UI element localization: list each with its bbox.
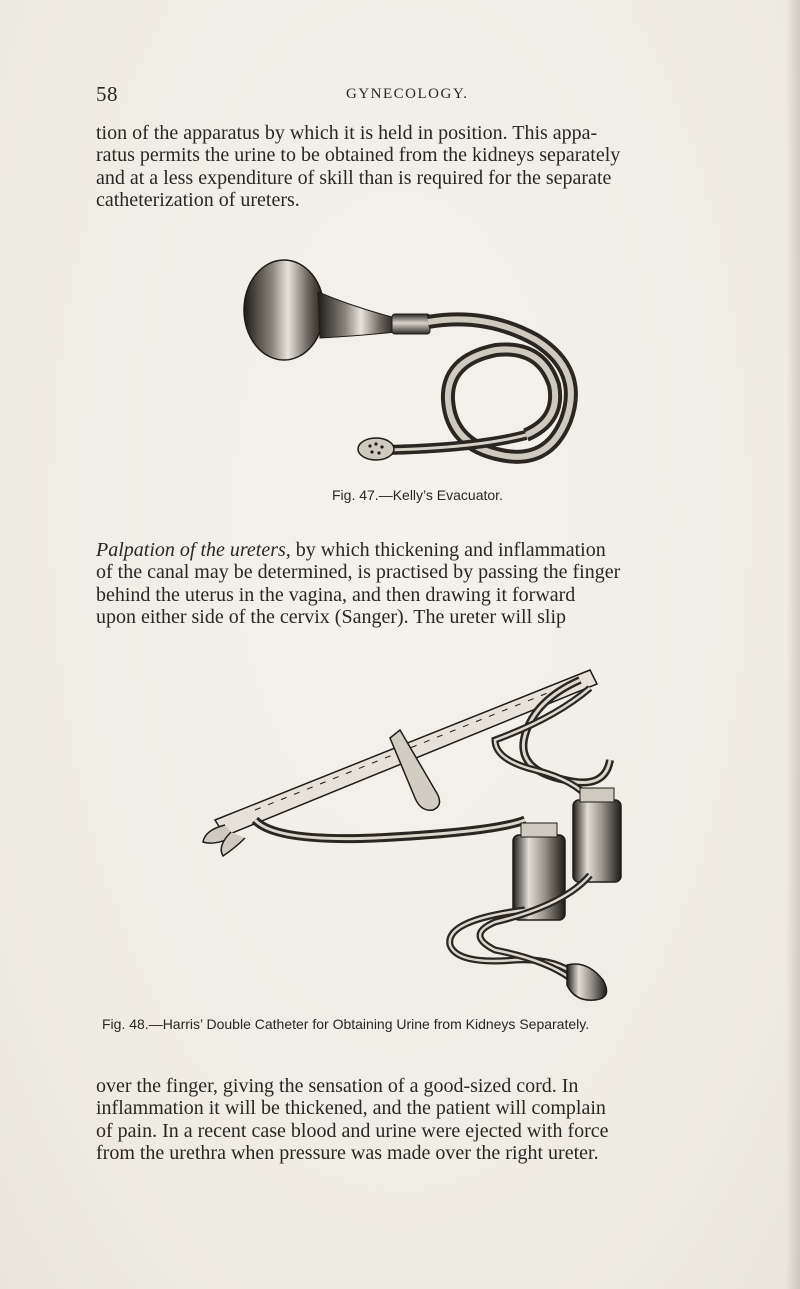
harris-double-catheter-illustration [195, 660, 625, 1005]
page-header [96, 82, 726, 106]
italic-lead: Palpation of the ureters, [96, 539, 291, 561]
text-line: over the finger, giving the sensation of a good-sized cord. In [96, 1075, 579, 1097]
text-line: from the urethra when pressure was made over the right ureter. [96, 1142, 599, 1165]
page-number: 58 [96, 82, 118, 106]
paragraph-ureter [96, 1075, 724, 1165]
paragraph-apparatus [96, 122, 724, 212]
text-line [96, 539, 724, 561]
text-line: upon either side of the cervix (Sanger). The ureter will slip [96, 606, 567, 629]
page-edge-shadow [786, 0, 800, 1289]
text-line: tion of the apparatus by which it is held in position. This appa- [96, 122, 598, 144]
text-line: inflammation it will be thickened, and the patient will complain [96, 1097, 606, 1120]
kelly-evacuator-illustration [236, 250, 586, 472]
text-line: and at a less expenditure of skill than is required for the separate [96, 166, 612, 189]
text-line: behind the uterus in the vagina, and then drawing it forward [96, 583, 576, 606]
figure-47-caption: Fig. 47.—Kelly’s Evacuator. [332, 487, 503, 503]
running-head: GYNECOLOGY. [346, 86, 469, 102]
paragraph-palpation [96, 539, 724, 629]
text-run: by which thickening and inflammation [290, 539, 606, 561]
text-line: ratus permits the urine to be obtained from the kidneys separately [96, 144, 621, 167]
text-line: of pain. In a recent case blood and urine were ejected with force [96, 1119, 609, 1142]
text-line: catheterization of ureters. [96, 189, 300, 212]
text-line: of the canal may be determined, is practised by passing the finger [96, 561, 621, 584]
figure-48-caption: Fig. 48.—Harris’ Double Catheter for Obtaining Urine from Kidneys Separately. [102, 1016, 590, 1032]
